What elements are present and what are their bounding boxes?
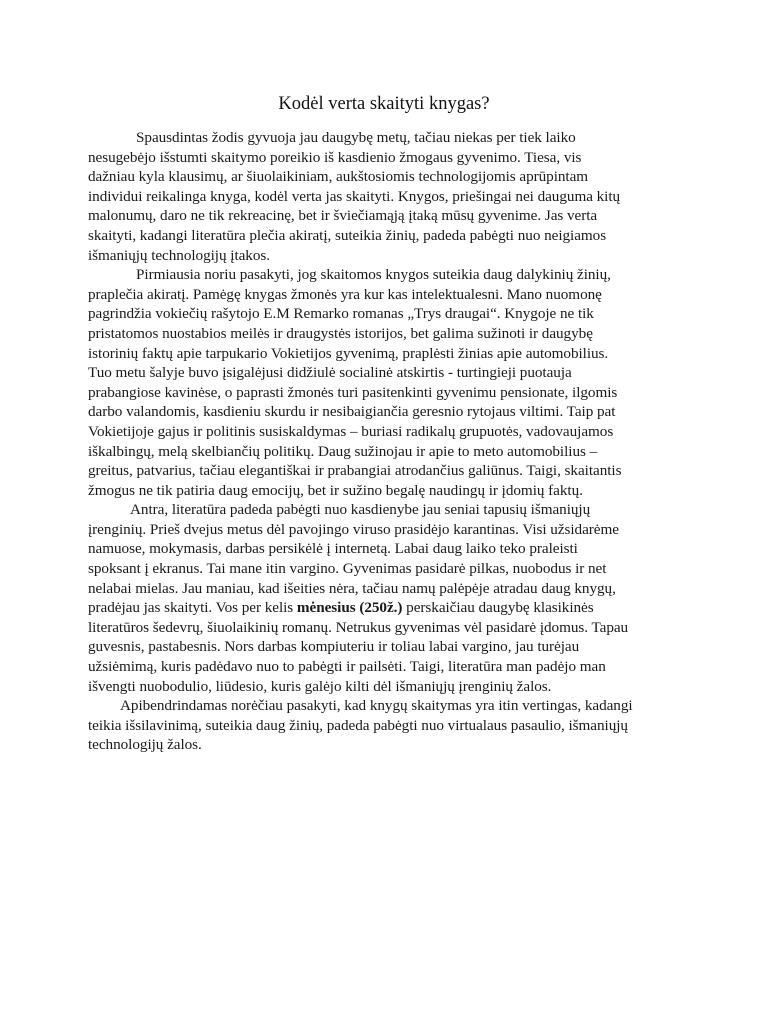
- text-line: guvesnis, pastabesnis. Nors darbas kompiuteriu ir toliau labai vargino, jau turėjau: [88, 638, 580, 656]
- text-line: Pirmiausia noriu pasakyti, jog skaitomos knygos suteikia daug dalykinių žinių,: [136, 266, 611, 284]
- text-line: skaityti, kadangi literatūra plečia akiratį, suteikia žinių, padeda pabėgti nuo neigiamos: [88, 226, 607, 244]
- text-line: pristatomos nuostabios meilės ir draugystės istorijos, bet galima sužinoti ir daugybę: [88, 324, 593, 342]
- text-line: prabangiose kavinėse, o paprasti žmonės turi pasitenkinti gyvenimu pensionate, ilgomis: [88, 383, 618, 401]
- text-line: išmaniųjų technologijų įtakos.: [88, 246, 270, 264]
- text-line: nesugebėjo išstumti skaitymo poreikio iš kasdienio žmogaus gyvenimo. Tiesa, vis: [88, 148, 582, 166]
- text-line: malonumų, daro ne tik rekreacinę, bet ir šviečiamąją įtaką mūsų gyvenime. Jas verta: [88, 207, 598, 225]
- text-segment: pradėjau jas skaityti. Vos per kelis: [88, 599, 297, 617]
- text-line: Apibendrindamas norėčiau pasakyti, kad knygų skaitymas yra itin vertingas, kadangi: [120, 697, 633, 715]
- text-line: literatūros šedevrų, šiuolaikinių romanų. Netrukus gyvenimas vėl pasidarė įdomus. Tapau: [88, 618, 629, 636]
- text-line: įrenginių. Prieš dvejus metus dėl pavojingo viruso prasidėjo karantinas. Visi užsidarėme: [88, 520, 619, 538]
- text-line: Vokietijoje gajus ir politinis susiskaldymas – buriasi radikalų grupuotės, vadovaujamos: [88, 422, 614, 440]
- text-line: Antra, literatūra padeda pabėgti nuo kasdienybe jau seniai tapusių išmaniųjų: [130, 501, 591, 519]
- text-line: Tuo metu šalyje buvo įsigalėjusi didžiulė socialinė atskirtis - turtingieji puotauja: [88, 364, 572, 382]
- text-line: praplečia akiratį. Pamėgę knygas žmonės yra kur kas intelektualesni. Mano nuomonę: [88, 285, 602, 303]
- text-line: technologijų žalos.: [88, 736, 202, 754]
- text-line: iškalbingų, melą skelbiančių politikų. Daug sužinojau ir apie to meto automobilius –: [88, 442, 598, 460]
- text-segment: perskaičiau daugybę klasikinės: [402, 599, 594, 617]
- text-line: greitus, patvarius, tačiau elegantiškai ir prabangiai atrodančius galiūnus. Taigi, skaitantis: [88, 462, 622, 480]
- document-title: Kodėl verta skaityti knygas?: [278, 94, 490, 114]
- text-line: namuose, mokymasis, darbas persikėlė į internetą. Labai daug laiko teko praleisti: [88, 540, 578, 558]
- text-line: pagrindžia vokiečių rašytojo E.M Remarko romanas „Trys draugai“. Knygoje ne tik: [88, 305, 594, 323]
- text-line: teikia išsilavinimą, suteikia daug žinių, padeda pabėgti nuo virtualaus pasaulio, išmaniųjų: [88, 716, 628, 734]
- text-line: dažniau kyla klausimų, ar šiuolaikiniam, aukštosiomis technologijomis aprūpintam: [88, 168, 589, 186]
- document-body: [88, 128, 688, 755]
- text-line: Spausdintas žodis gyvuoja jau daugybę metų, tačiau niekas per tiek laiko: [136, 129, 576, 146]
- text-line: istorinių faktų apie tarpukario Vokietijos gyvenimą, praplėsti žinias apie automobilius.: [88, 344, 609, 362]
- text-line: darbo valandomis, kasdieniu skurdu ir nesibaigiančia geresnio rytojaus viltimi. Taip pat: [88, 403, 616, 421]
- text-line: spoksant į ekranus. Tai mane itin vargino. Gyvenimas pasidarė pilkas, nuobodus ir net: [88, 560, 607, 578]
- text-line: [88, 598, 688, 618]
- text-line: nelabai mielas. Jau maniau, kad išeities nėra, tačiau namų palėpėje atradau daug knygų,: [88, 579, 616, 597]
- text-line: individui reikalinga knyga, kodėl verta jas skaityti. Knygos, priešingai nei dauguma kitų: [88, 187, 621, 205]
- text-line: žmogus ne tik patiria daug emocijų, bet ir sužino begalę naudingų ir įdomių faktų.: [88, 481, 583, 499]
- text-line: užsiėmimą, kuris padėdavo nuo to pabėgti ir pailsėti. Taigi, literatūra man padėjo man: [88, 658, 606, 676]
- text-line: išvengti nuobodulio, liūdesio, kuris galėjo kilti dėl išmaniųjų įrenginių žalos.: [88, 677, 552, 695]
- bold-word-count: mėnesius (250ž.): [296, 599, 403, 617]
